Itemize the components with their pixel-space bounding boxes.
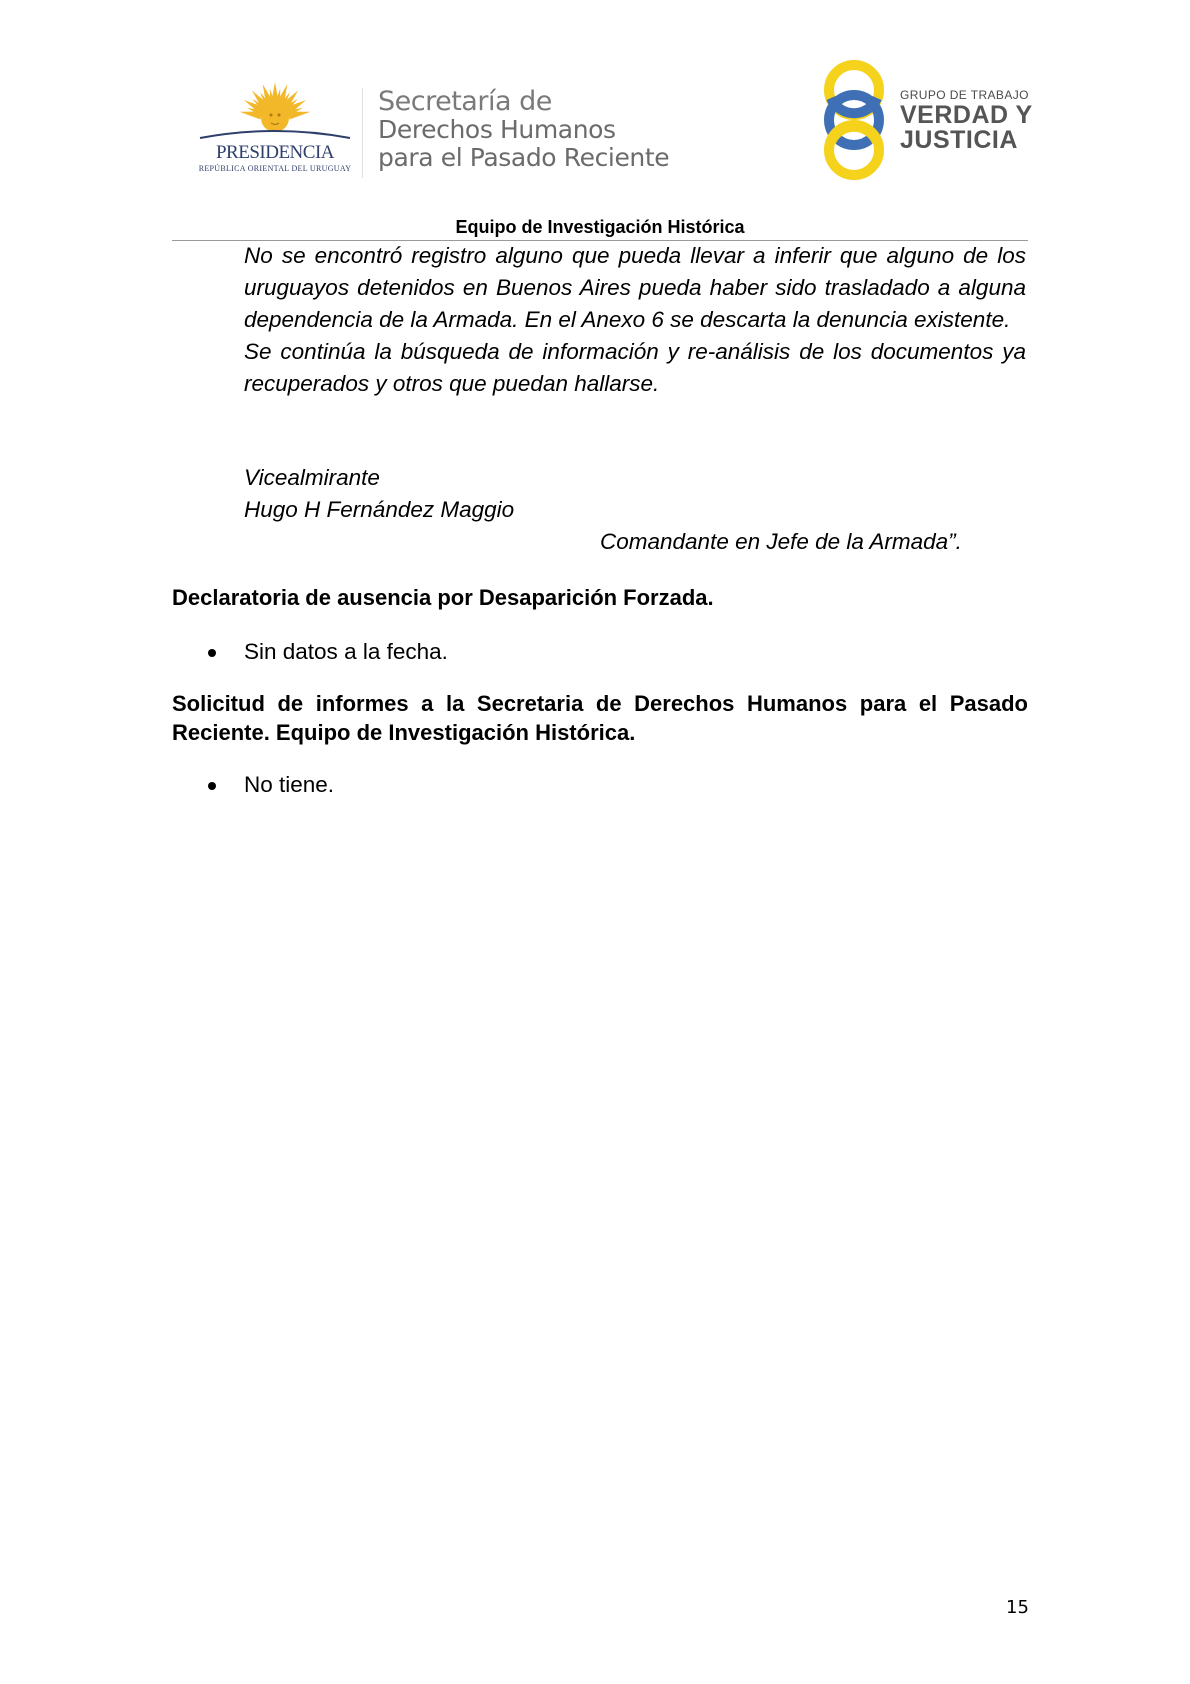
list-item-text: Sin datos a la fecha. (244, 639, 448, 664)
page-number: 15 (1006, 1597, 1029, 1618)
verdad-justicia-logo (822, 58, 1033, 183)
quoted-text-block (244, 240, 1026, 400)
bullet-icon (208, 649, 216, 657)
signature-title: Comandante en Jefe de la Armada”. (600, 529, 962, 554)
paragraph: Se continúa la búsqueda de información y re-análisis de los documentos ya recuperados y otros que puedan hallarse. (244, 339, 1026, 396)
presidencia-name: PRESIDENCIA (215, 142, 334, 163)
list-item-text: No tiene. (244, 772, 335, 797)
secretaria-logo-text (378, 88, 669, 172)
presidencia-subtitle: REPÚBLICA ORIENTAL DEL URUGUAY (198, 164, 352, 173)
secretaria-line-1: Secretaría de (378, 86, 552, 117)
signature-rank: Vicealmirante (244, 465, 380, 490)
verdad-label: VERDAD Y (900, 101, 1033, 129)
secretaria-line-3: para el Pasado Reciente (378, 143, 670, 172)
bullet-icon (208, 782, 216, 790)
document-header-title: Equipo de Investigación Histórica (455, 217, 745, 237)
section-heading: Solicitud de informes a la Secretaria de Derechos Humanos para el Pasado Reciente. Equipo de Investigación Histórica. (172, 691, 1028, 745)
grupo-label: GRUPO DE TRABAJO (900, 88, 1029, 102)
linked-rings-icon (822, 58, 892, 183)
presidencia-logo (196, 80, 354, 180)
page-header (0, 0, 1190, 240)
sun-emblem-icon (196, 80, 354, 150)
secretaria-line-2: Derechos Humanos (378, 115, 616, 144)
justicia-label: JUSTICIA (900, 126, 1018, 154)
section-heading: Declaratoria de ausencia por Desaparición Forzada. (172, 585, 714, 610)
paragraph: No se encontró registro alguno que pueda llevar a inferir que alguno de los uruguayos detenidos en Buenos Aires pueda haber sido trasladado a alguna dependencia de la Armada. En el Anexo 6 se descarta la denuncia existente. (244, 243, 1026, 332)
signature-name: Hugo H Fernández Maggio (244, 497, 515, 522)
header-divider (362, 88, 363, 178)
